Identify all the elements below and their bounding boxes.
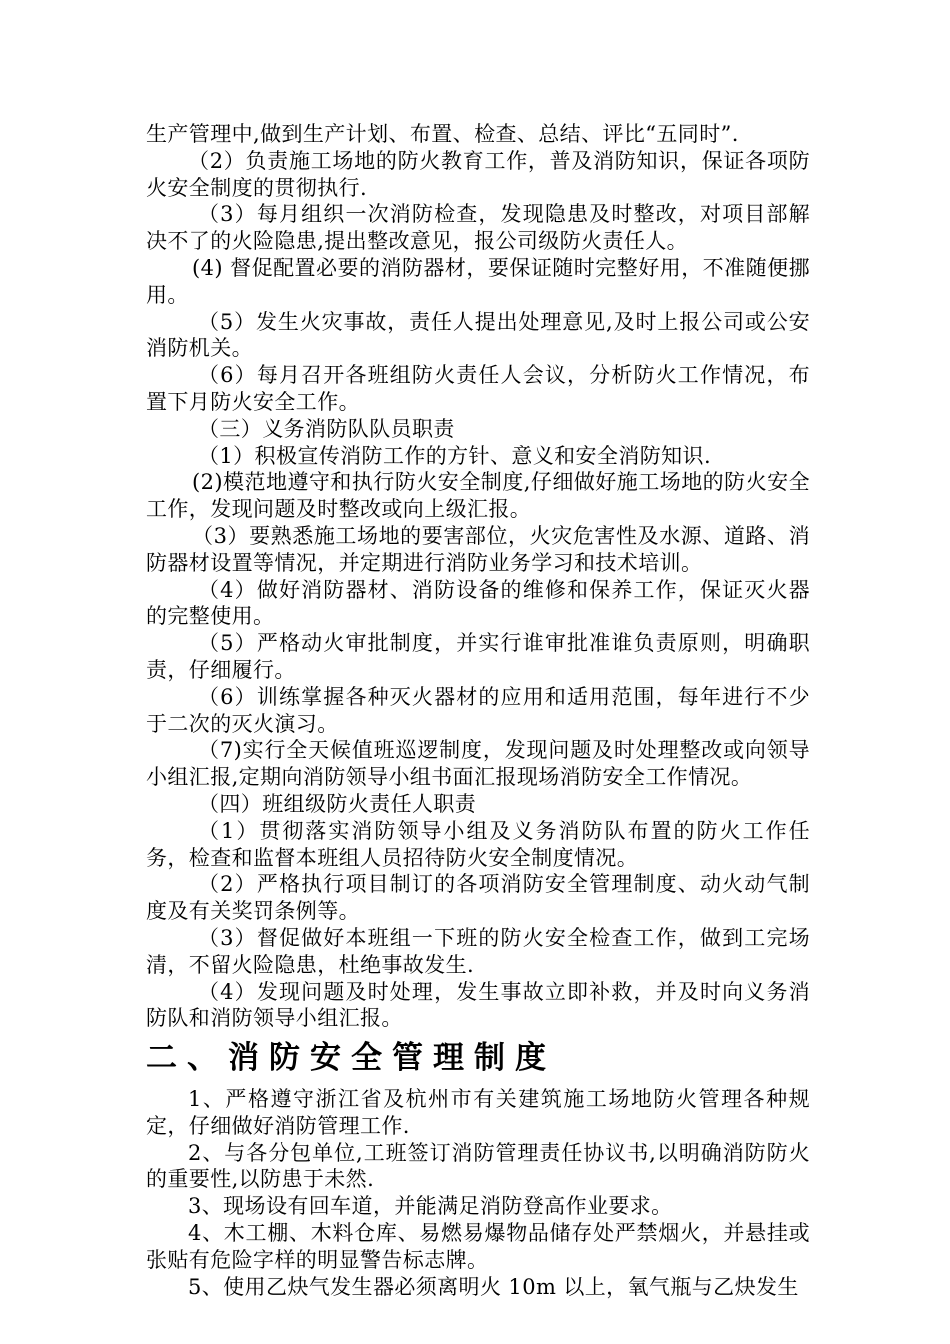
paragraph: （1）积极宣传消防工作的方针、意义和安全消防知识. (198, 443, 712, 468)
paragraph: （6）训练掌握各种灭火器材的应用和适用范围，每年进行不少于二次的灭火演习。 (146, 684, 810, 736)
paragraph: （4）发现问题及时处理，发生事故立即补救，并及时向义务消防队和消防领导小组汇报。 (146, 979, 810, 1031)
paragraph: 5、使用乙炔气发生器必须离明火 10m 以上，氧气瓶与乙炔发生 (188, 1274, 799, 1299)
paragraph: (4) 督促配置必要的消防器材，要保证随时完整好用，不准随便挪用。 (146, 255, 810, 307)
paragraph: （4）做好消防器材、消防设备的维修和保养工作，保证灭火器的完整使用。 (146, 577, 810, 629)
paragraph: 生产管理中,做到生产计划、布置、检查、总结、评比“五同时”. (146, 122, 739, 146)
paragraph: (2)模范地遵守和执行防火安全制度,仔细做好施工场地的防火安全工作，发现问题及时整改或向上级汇报。 (146, 470, 810, 522)
paragraph: （2）负责施工场地的防火教育工作，普及消防知识，保证各项防火安全制度的贯彻执行. (146, 148, 810, 200)
document-page (146, 121, 810, 1300)
paragraph: 2、与各分包单位,工班签订消防管理责任协议书,以明确消防防火的重要性,以防患于未然. (146, 1140, 810, 1192)
paragraph: 4、木工棚、木料仓库、易燃易爆物品储存处严禁烟火，并悬挂或张贴有危险字样的明显警告标志牌。 (146, 1221, 810, 1272)
subsection-title: （三）义务消防队队员职责 (198, 416, 455, 441)
paragraph: （2）严格执行项目制订的各项消防安全管理制度、动火动气制度及有关奖罚条例等。 (146, 872, 810, 924)
paragraph: （5）严格动火审批制度，并实行谁审批准谁负责原则，明确职责，仔细履行。 (146, 631, 810, 682)
subsection-title: （四）班组级防火责任人职责 (198, 791, 477, 816)
paragraph: （6）每月召开各班组防火责任人会议，分析防火工作情况，布置下月防火安全工作。 (146, 363, 810, 414)
paragraphs-top (146, 121, 810, 1032)
section-heading: 二、消防安全管理制度 (146, 1040, 556, 1077)
paragraphs-bottom (146, 1086, 810, 1300)
paragraph: （7)实行全天候值班巡逻制度，发现问题及时处理整改或向领导小组汇报,定期向消防领导小组书面汇报现场消防安全工作情况。 (146, 738, 810, 790)
paragraph: （3）要熟悉施工场地的要害部位，火灾危害性及水源、道路、消防器材设置等情况，并定期进行消防业务学习和技术培训。 (146, 523, 810, 575)
paragraph: （3）每月组织一次消防检查，发现隐患及时整改，对项目部解决不了的火险隐患,提出整改意见，报公司级防火责任人。 (146, 202, 810, 254)
paragraph: 1、严格遵守浙江省及杭州市有关建筑施工场地防火管理各种规定，仔细做好消防管理工作. (146, 1087, 810, 1138)
paragraph: （5）发生火灾事故，责任人提出处理意见,及时上报公司或公安消防机关。 (146, 309, 810, 361)
paragraph: 3、现场设有回车道，并能满足消防登高作业要求。 (188, 1194, 673, 1219)
paragraph: （3）督促做好本班组一下班的防火安全检查工作，做到工完场清，不留火险隐患，杜绝事故发生. (146, 925, 810, 977)
paragraph: （1）贯彻落实消防领导小组及义务消防队布置的防火工作任务，检查和监督本班组人员招待防火安全制度情况。 (146, 818, 810, 870)
